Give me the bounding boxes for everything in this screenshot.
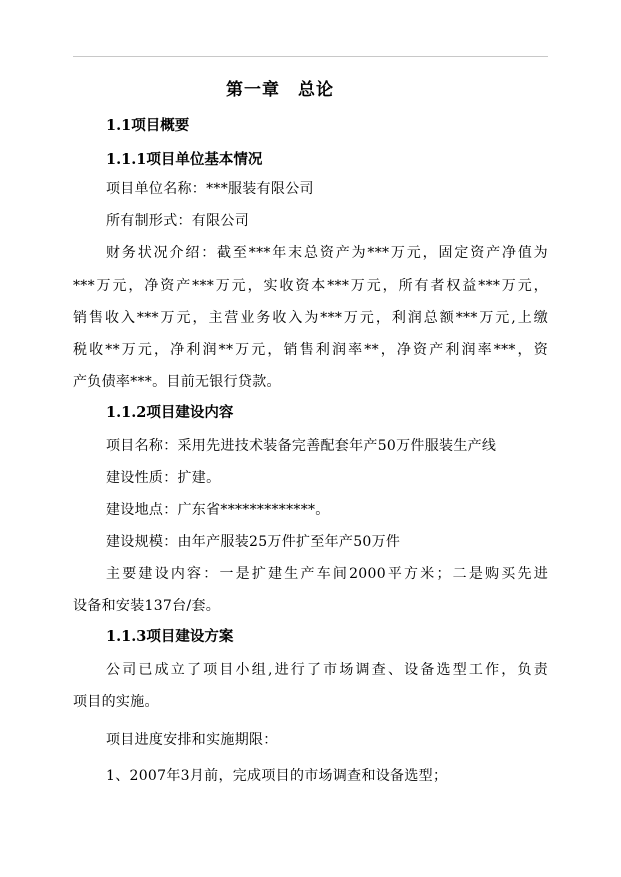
chapter-title: 第一章 总论 (226, 80, 334, 100)
section-heading-1-1-1: 1.1.1项目单位基本情况 (106, 151, 263, 168)
section-heading-1-1-3: 1.1.3项目建设方案 (106, 628, 234, 645)
finance-line-3: 销售收入***万元，主营业务收入为***万元，利润总额***万元,上缴 (73, 310, 548, 326)
schedule-item-1: 1、2007年3月前，完成项目的市场调查和设备选型； (106, 768, 448, 784)
section-heading-1-1: 1.1项目概要 (106, 117, 190, 134)
location-line: 建设地点：广东省*************。 (106, 502, 330, 518)
plan-line-1: 公司已成立了项目小组,进行了市场调查、设备选型工作，负责 (106, 662, 548, 678)
header-rule (73, 56, 548, 57)
schedule-line: 项目进度安排和实施期限： (106, 732, 278, 748)
finance-line-1: 财务状况介绍：截至***年末总资产为***万元，固定资产净值为 (106, 245, 548, 261)
finance-line-2: ***万元，净资产***万元，实收资本***万元，所有者权益***万元， (73, 278, 548, 294)
content-line-2: 设备和安装137台/套。 (73, 598, 221, 614)
content-line-1: 主要建设内容：一是扩建生产车间2000平方米；二是购买先进 (106, 566, 548, 582)
project-name-line: 项目名称：采用先进技术装备完善配套年产50万件服装生产线 (106, 438, 497, 454)
plan-line-2: 项目的实施。 (73, 694, 159, 710)
section-heading-1-1-2: 1.1.2项目建设内容 (106, 404, 234, 421)
finance-line-4: 税收**万元，净利润**万元，销售利润率**，净资产利润率***，资 (73, 342, 548, 358)
scale-line: 建设规模：由年产服装25万件扩至年产50万件 (106, 534, 401, 550)
nature-line: 建设性质：扩建。 (106, 470, 221, 486)
ownership-line: 所有制形式：有限公司 (106, 213, 249, 229)
unit-name-line: 项目单位名称：***服装有限公司 (106, 181, 314, 197)
finance-line-5: 产负债率***。目前无银行贷款。 (73, 374, 281, 390)
